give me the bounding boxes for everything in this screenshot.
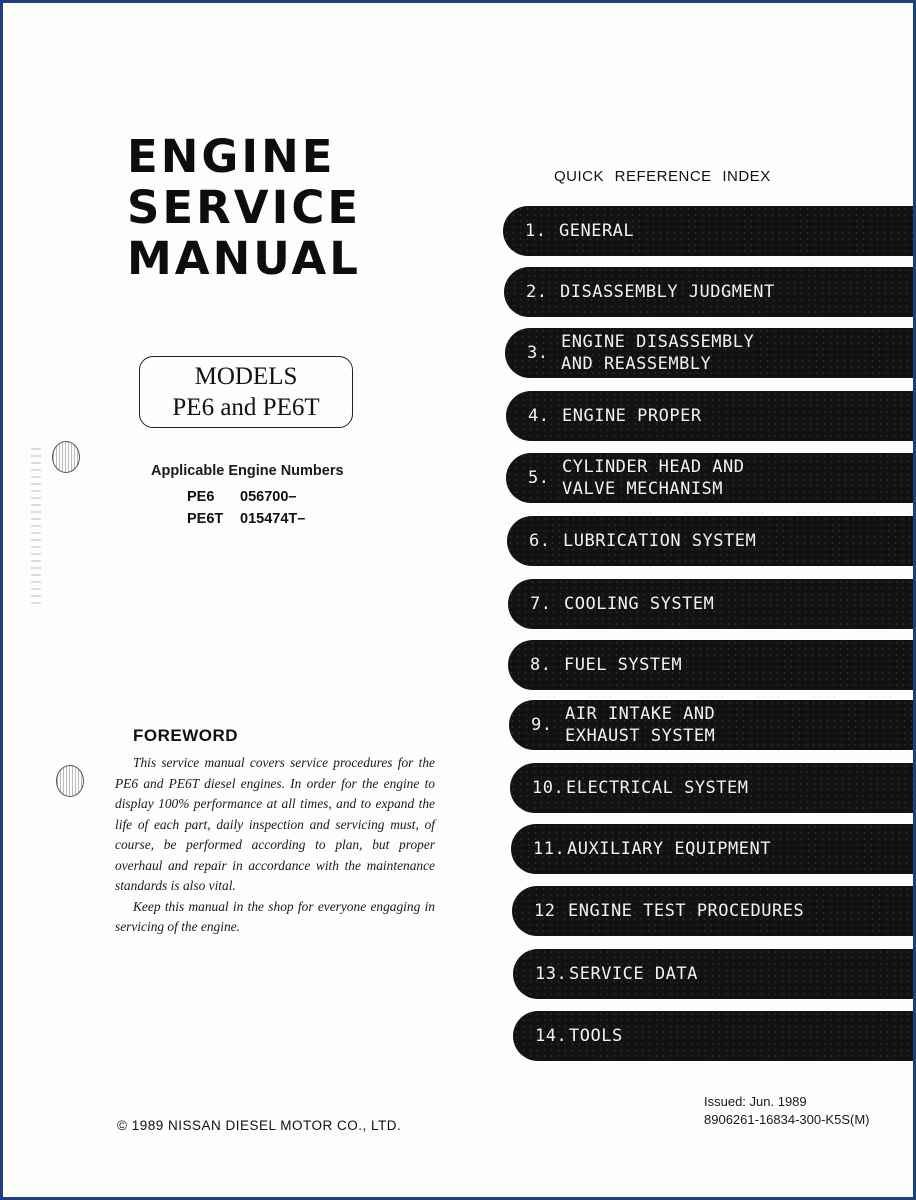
issue-date: Issued: Jun. 1989 <box>704 1094 807 1109</box>
copyright-notice: © 1989 NISSAN DIESEL MOTOR CO., LTD. <box>117 1118 402 1133</box>
index-tab-air-intake[interactable] <box>509 700 913 750</box>
engine-model: PE6 <box>187 489 215 505</box>
tab-number: 4. <box>528 406 550 426</box>
publication-number: 8906261-16834-300-K5S(M) <box>704 1112 870 1127</box>
index-tab-general[interactable] <box>503 206 913 256</box>
foreword-heading: FOREWORD <box>133 726 239 745</box>
binder-edge-marks <box>31 448 41 608</box>
tab-number: 12 <box>534 901 556 921</box>
foreword-body <box>115 753 435 938</box>
index-heading: QUICK REFERENCE INDEX <box>554 168 771 185</box>
index-tab-fuel-system[interactable] <box>508 640 913 690</box>
models-names: PE6 and PE6T <box>172 394 320 421</box>
title-line-3: MANUAL <box>127 232 361 285</box>
tab-label: ENGINE TEST PROCEDURES <box>568 901 805 921</box>
index-tab-cooling-system[interactable] <box>508 579 913 629</box>
engine-number: 015474T– <box>240 511 306 527</box>
engine-number: 056700– <box>240 489 297 505</box>
index-tab-electrical-system[interactable] <box>510 763 913 813</box>
title-line-2: SERVICE <box>127 181 362 234</box>
index-tab-tools[interactable] <box>513 1011 913 1061</box>
tab-number: 11. <box>533 839 566 859</box>
engine-number-row <box>187 486 350 508</box>
tab-number: 9. <box>531 715 553 735</box>
tab-label: SERVICE DATA <box>569 964 698 984</box>
index-tab-cylinder-head[interactable] <box>506 453 913 503</box>
tab-number: 7. <box>530 594 552 614</box>
tab-number: 2. <box>526 282 548 302</box>
tab-label: TOOLS <box>569 1026 623 1046</box>
tab-label: ENGINE DISASSEMBLY AND REASSEMBLY <box>561 332 755 374</box>
manual-title <box>127 131 361 284</box>
tab-label: DISASSEMBLY JUDGMENT <box>560 282 775 302</box>
engine-number-list <box>187 486 350 530</box>
tab-label: LUBRICATION SYSTEM <box>563 531 757 551</box>
index-tab-engine-test-procedures[interactable] <box>512 886 913 936</box>
tab-number: 5. <box>528 468 550 488</box>
issue-info <box>704 1093 870 1129</box>
models-box <box>139 356 353 428</box>
engine-number-row <box>187 508 350 530</box>
tab-number: 8. <box>530 655 552 675</box>
index-tab-engine-proper[interactable] <box>506 391 913 441</box>
engine-model: PE6T <box>187 511 224 527</box>
binder-hole-bottom <box>56 765 84 797</box>
tab-number: 10. <box>532 778 565 798</box>
index-tab-service-data[interactable] <box>513 949 913 999</box>
tab-label: GENERAL <box>559 221 635 241</box>
index-tab-engine-disassembly[interactable] <box>505 328 913 378</box>
models-label: MODELS <box>194 363 298 390</box>
foreword-paragraph-2: Keep this manual in the shop for everyone engaging in servicing of the engine. <box>115 898 435 934</box>
index-tab-auxiliary-equipment[interactable] <box>511 824 913 874</box>
tab-label: AUXILIARY EQUIPMENT <box>567 839 771 859</box>
tab-number: 1. <box>525 221 547 241</box>
tab-number: 13. <box>535 964 568 984</box>
tab-number: 14. <box>535 1026 568 1046</box>
tab-label: AIR INTAKE AND EXHAUST SYSTEM <box>565 704 716 746</box>
index-tab-disassembly-judgment[interactable] <box>504 267 913 317</box>
index-tab-lubrication-system[interactable] <box>507 516 913 566</box>
tab-number: 6. <box>529 531 551 551</box>
applicable-heading: Applicable Engine Numbers <box>151 463 344 479</box>
tab-label: COOLING SYSTEM <box>564 594 715 614</box>
title-line-1: ENGINE <box>127 130 336 183</box>
foreword-paragraph-1: This service manual covers service procedures for the PE6 and PE6T diesel engines. In order for the engine to display 100% performance at all times, and to expand the life of each part, daily inspection and servicing must, of course, be performed according to plan, but proper overhaul and repair in accordance with the maintenance standards is also vital. <box>115 755 435 893</box>
tab-number: 3. <box>527 343 549 363</box>
tab-label: ELECTRICAL SYSTEM <box>566 778 749 798</box>
tab-label: FUEL SYSTEM <box>564 655 683 675</box>
binder-hole-top <box>52 441 80 473</box>
tab-label: CYLINDER HEAD AND VALVE MECHANISM <box>562 457 745 499</box>
tab-label: ENGINE PROPER <box>562 406 702 426</box>
